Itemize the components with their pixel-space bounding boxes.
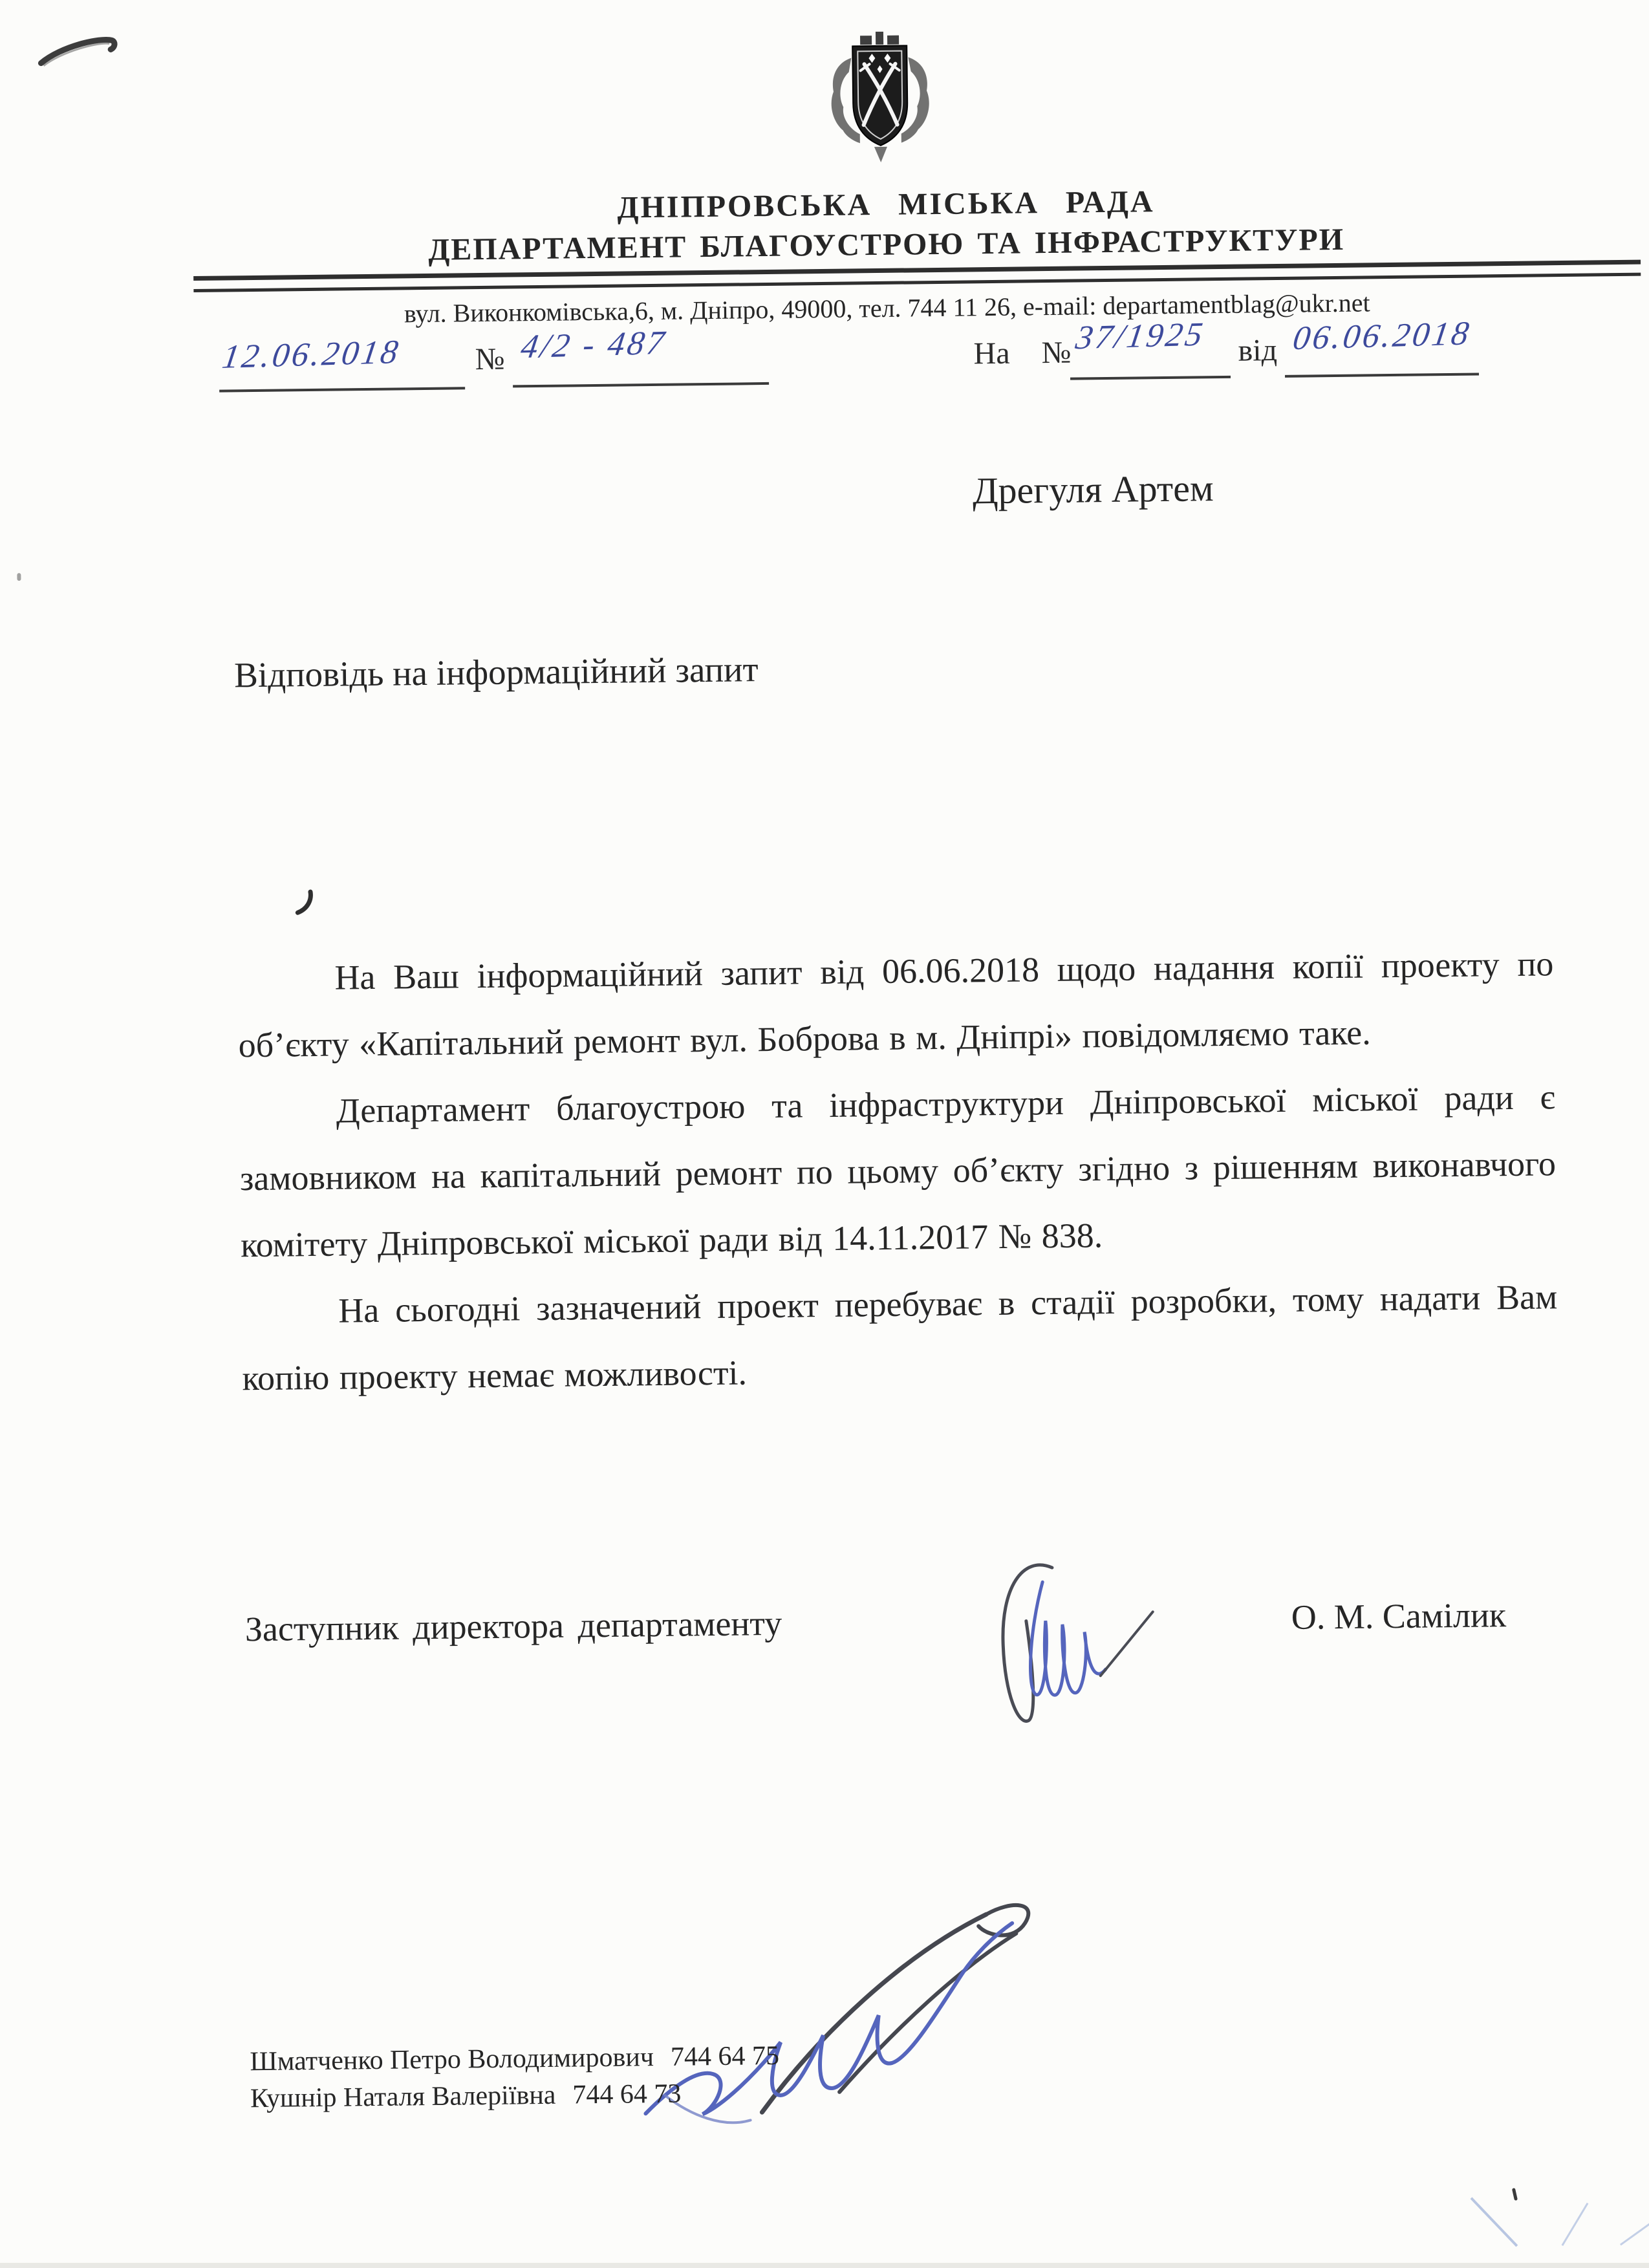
body-paragraph-3: На сьогодні зазначений проект перебуває в стадії розробки, тому надати Вам копію проекту немає можливості. xyxy=(242,1277,1558,1398)
scan-artifact-mark xyxy=(37,32,125,74)
city-coat-of-arms-icon xyxy=(821,31,939,169)
reply-date-underline xyxy=(1285,373,1479,377)
reply-from-label: від xyxy=(1238,333,1278,368)
org-address-line: вул. Виконкомівська,6, м. Дніпро, 49000, тел. 744 11 26, e-mail: departamentblag@ukr.net xyxy=(404,288,1370,329)
reply-number-underline xyxy=(1070,376,1231,380)
letter-body xyxy=(237,931,1558,1412)
executor-contact-line xyxy=(250,2038,779,2080)
signer-position-title: Заступник директора департаменту xyxy=(244,1603,782,1649)
reply-number-handwritten: 37/1925 xyxy=(1073,316,1208,357)
faint-pencil-marks xyxy=(1458,2183,1649,2251)
executor-name: Шматченко Петро Володимирович xyxy=(250,2042,654,2077)
outgoing-number-sign: № xyxy=(475,341,505,377)
executor-contacts xyxy=(250,2038,780,2117)
outgoing-date-underline xyxy=(219,387,465,392)
recipient-name: Дрегуля Артем xyxy=(972,467,1214,512)
signer-name: О. М. Самілик xyxy=(1291,1595,1507,1637)
executor-phone: 744 64 75 xyxy=(670,2040,780,2072)
org-name-line2: ДЕПАРТАМЕНТ БЛАГОУСТРОЮ ТА ІНФРАСТРУКТУРИ xyxy=(427,222,1345,267)
outgoing-date-handwritten: 12.06.2018 xyxy=(219,333,404,376)
reply-date-handwritten: 06.06.2018 xyxy=(1290,315,1474,358)
scan-speck xyxy=(17,573,21,581)
executor-contact-line xyxy=(250,2075,780,2117)
body-paragraph-2: Департамент благоустрою та інфраструктури Дніпровської міської ради є замовником на капітальний ремонт по цьому об’єкту згідно з рішенням виконавчого комітету Дніпровської міської ради від 14.11.2017 № 838. xyxy=(239,1077,1557,1265)
reply-prefix-label: На xyxy=(973,336,1010,371)
subject-line: Відповідь на інформаційний запит xyxy=(233,649,759,695)
deputy-director-signature xyxy=(945,1547,1174,1744)
pen-hook-mark xyxy=(292,888,319,920)
body-paragraph-1: На Ваш інформаційний запит від 06.06.2018 щодо надання копії проекту по об’єкту «Капітальний ремонт вул. Боброва в м. Дніпрі» повідомляємо таке. xyxy=(238,944,1554,1065)
executor-name: Кушнір Наталя Валеріївна xyxy=(250,2080,556,2114)
scan-bottom-edge xyxy=(0,2263,1649,2268)
outgoing-number-underline xyxy=(513,382,769,387)
executor-phone: 744 64 73 xyxy=(572,2079,682,2110)
org-name-line1: ДНІПРОВСЬКА МІСЬКА РАДА xyxy=(617,184,1155,225)
reply-number-sign: № xyxy=(1041,335,1072,371)
outgoing-number-handwritten: 4/2 - 487 xyxy=(518,324,669,366)
